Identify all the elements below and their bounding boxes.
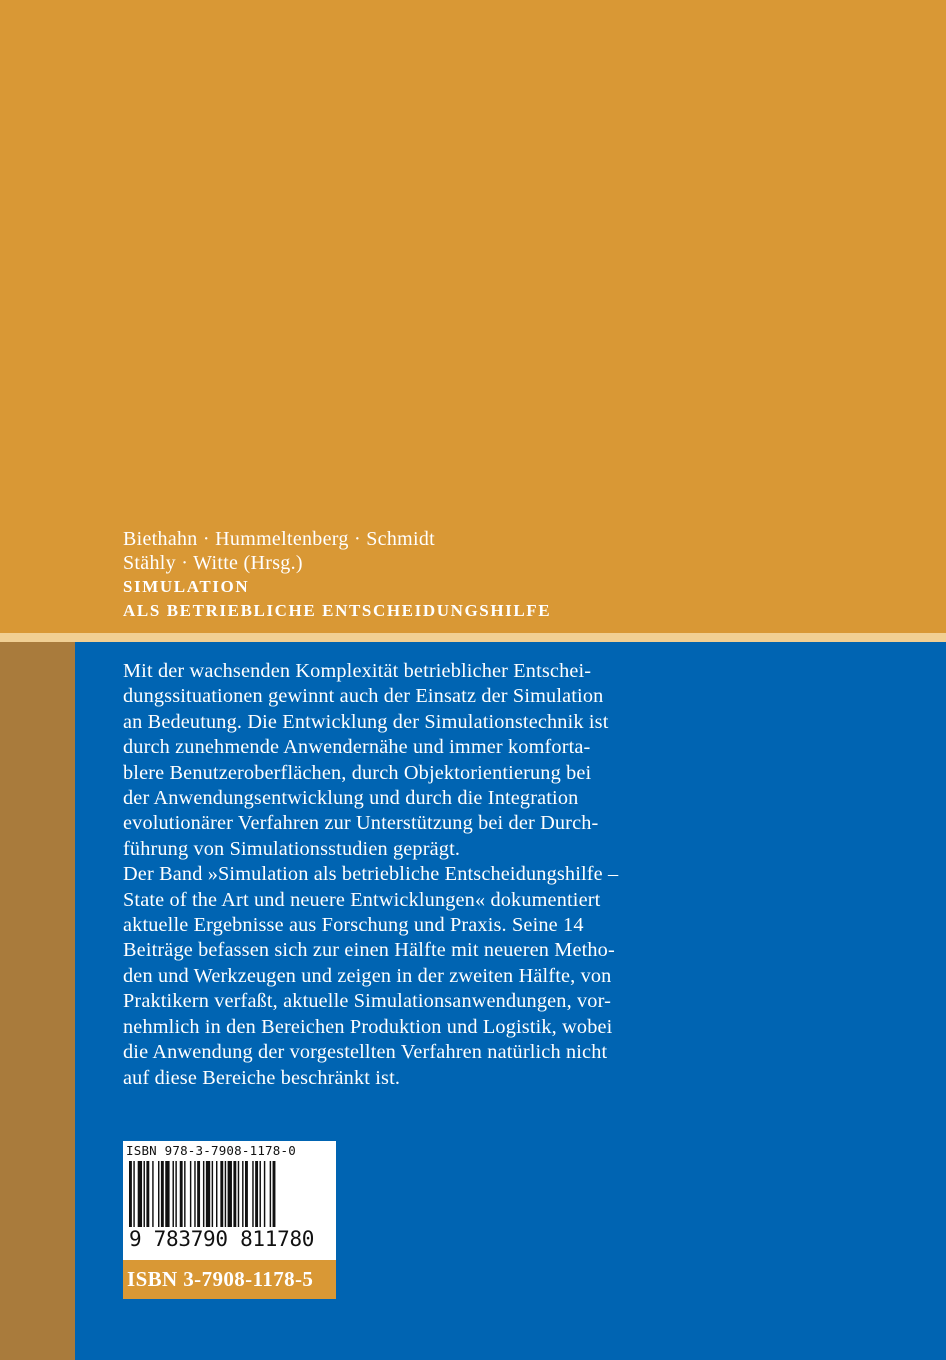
book-blurb — [123, 659, 723, 1091]
blurb-line: evolutionärer Verfahren zur Unterstützung bei der Durch- — [123, 812, 599, 835]
blurb-line: Mit der wachsenden Komplexität betrieblicher Entschei- — [123, 660, 592, 682]
book-title-line-1: SIMULATION — [123, 577, 250, 596]
blurb-line: blere Benutzeroberflächen, durch Objektorientierung bei — [123, 761, 592, 784]
blurb-line: dungssituationen gewinnt auch der Einsatz der Simulation — [123, 685, 604, 708]
blurb-line: State of the Art und neuere Entwicklungen« dokumentiert — [123, 888, 601, 911]
barcode-digits: 9 783790 811780 — [129, 1227, 315, 1251]
blurb-line: aktuelle Ergebnisse aus Forschung und Praxis. Seine 14 — [123, 914, 584, 937]
left-color-strip — [0, 642, 75, 1360]
barcode-isbn13-text: ISBN 978-3-7908-1178-0 — [126, 1143, 296, 1158]
blurb-line: Praktikern verfaßt, aktuelle Simulationsanwendungen, vor- — [123, 990, 612, 1013]
divider-band — [0, 633, 946, 642]
blurb-line: der Anwendungsentwicklung und durch die Integration — [123, 787, 579, 810]
blurb-line: Beiträge befassen sich zur einen Hälfte mit neueren Metho- — [123, 939, 615, 962]
blurb-line: nehmlich in den Bereichen Produktion und Logistik, wobei — [123, 1015, 613, 1038]
blurb-line: auf diese Bereiche beschränkt ist. — [123, 1066, 401, 1089]
book-title-line-2: ALS BETRIEBLICHE ENTSCHEIDUNGSHILFE — [123, 600, 552, 620]
isbn-label: ISBN 3-7908-1178-5 — [127, 1267, 314, 1291]
authors-line-2: Stähly · Witte (Hrsg.) — [123, 551, 303, 574]
isbn-label-band — [123, 1260, 336, 1299]
blurb-line: die Anwendung der vorgestellten Verfahren natürlich nicht — [123, 1041, 608, 1064]
blurb-line: führung von Simulationsstudien geprägt. — [123, 837, 461, 860]
blurb-line: Der Band »Simulation als betriebliche Entscheidungshilfe – — [123, 863, 619, 886]
blurb-line: an Bedeutung. Die Entwicklung der Simulationstechnik ist — [123, 710, 609, 733]
barcode-box — [123, 1141, 336, 1299]
authors-line-1: Biethahn · Hummeltenberg · Schmidt — [123, 528, 435, 550]
blurb-line: durch zunehmende Anwendernähe und immer komforta- — [123, 736, 591, 759]
book-header — [123, 528, 551, 622]
blurb-line: den und Werkzeugen und zeigen in der zweiten Hälfte, von — [123, 964, 612, 987]
